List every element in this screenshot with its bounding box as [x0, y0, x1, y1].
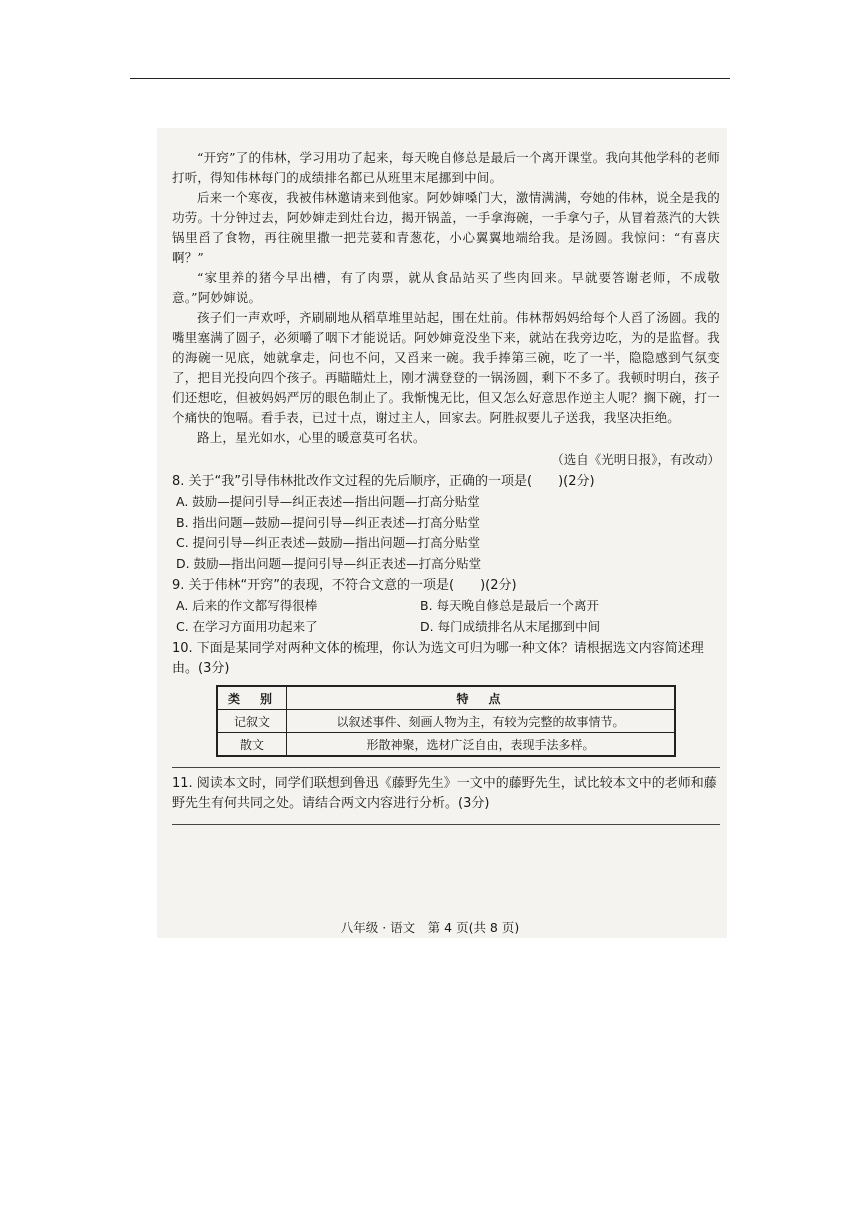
- story-paragraph: 孩子们一声欢呼，齐刷刷地从稻草堆里站起，围在灶前。伟林帮妈妈给每个人舀了汤圆。我的嘴里塞满了圆子，必须嚼了咽下才能说话。阿妙婶竟没坐下来，就站在我旁边吃，为的是监督。我的海碗一见底，她就拿走，问也不问，又舀来一碗。我手捧第三碗，吃了一半，隐隐感到气氛变了，把目光投向四个孩子。再瞄瞄灶上，刚才满登登的一锅汤圆，剩下不多了。我顿时明白，孩子们还想吃，但被妈妈严厉的眼色制止了。我惭愧无比，但又怎么好意思作逆主人呢？搁下碗，打一个痛快的饱嗝。看手表，已过十点，谢过主人，回家去。阿胜叔要儿子送我，我坚决拒绝。: [172, 310, 720, 425]
- exam-content: [172, 148, 720, 825]
- genre-table-cell-category: 散文: [217, 733, 287, 757]
- story-paragraph: 后来一个寒夜，我被伟林邀请来到他家。阿妙婶嗓门大，激情满满，夸她的伟林，说全是我的功劳。十分钟过去，阿妙婶走到灶台边，揭开锅盖，一手拿海碗，一手拿勺子，从冒着蒸汽的大铁锅里舀了食物，再往碗里撒一把芫荽和青葱花，小心翼翼地端给我。是汤圆。我惊问：“有喜庆啊？”: [172, 190, 720, 265]
- question-9-option-c: C. 在学习方面用功起来了: [176, 618, 318, 634]
- genre-table-cell-features: 以叙述事件、刻画人物为主，有较为完整的故事情节。: [287, 710, 676, 733]
- answer-line[interactable]: [172, 767, 720, 768]
- question-8-stem: 8. 关于“我”引导伟林批改作文过程的先后顺序，正确的一项是( )(2分): [172, 474, 595, 489]
- genre-table-header-category: 类 别: [217, 686, 287, 710]
- question-8-option-c: C. 提问引导—纠正表述—鼓励—指出问题—打高分贴堂: [176, 535, 481, 550]
- question-9-options: [172, 596, 720, 637]
- story-paragraph: 路上，星光如水，心里的暖意莫可名状。: [197, 430, 426, 445]
- question-9-option-b: B. 每天晚自修总是最后一个离开: [420, 598, 600, 613]
- source-note: （选自《光明日报》，有改动）: [551, 452, 720, 467]
- question-8-option-b: B. 指出问题—鼓励—提问引导—纠正表述—打高分贴堂: [176, 514, 481, 530]
- genre-table-cell-features: 形散神聚，选材广泛自由，表现手法多样。: [287, 733, 676, 757]
- question-11-stem: 11. 阅读本文时，同学们联想到鲁迅《藤野先生》一文中的藤野先生，试比较本文中的老师和藤野先生有何共同之处。请结合两文内容进行分析。(3分): [172, 776, 717, 811]
- question-8-option-d: D. 鼓励—指出问题—提问引导—纠正表述—打高分贴堂: [176, 555, 482, 571]
- question-9-option-d: D. 每门成绩排名从末尾挪到中间: [420, 618, 601, 634]
- story-paragraph: “开窍”了的伟林，学习用功了起来，每天晚自修总是最后一个离开课堂。我向其他学科的老师打听，得知伟林每门的成绩排名都已从班里末尾挪到中间。: [172, 150, 720, 185]
- genre-table-header-features: 特 点: [287, 686, 676, 710]
- page-footer: 八年级 · 语文 第 4 页(共 8 页): [340, 920, 520, 935]
- genre-table-cell-category: 记叙文: [217, 710, 287, 733]
- top-divider: [130, 78, 730, 79]
- answer-line[interactable]: [172, 824, 720, 825]
- genre-table: [216, 685, 676, 757]
- question-8: [172, 472, 720, 574]
- genre-table-header: [217, 686, 675, 710]
- question-9-option-a: A. 后来的作文都写得很棒: [176, 598, 318, 613]
- question-8-option-a: A. 鼓励—提问引导—纠正表述—指出问题—打高分贴堂: [176, 494, 480, 509]
- story-paragraph: “家里养的猪今早出槽，有了肉票，就从食品站买了些肉回来。早就要答谢老师，不成敬意。”阿妙婶说。: [172, 270, 720, 305]
- genre-table-row: [217, 733, 675, 757]
- question-9-stem: 9. 关于伟林“开窍”的表现，不符合文意的一项是( )(2分): [172, 578, 517, 593]
- question-10: [172, 639, 720, 768]
- question-9: [172, 576, 720, 637]
- question-11: [172, 774, 720, 825]
- question-10-stem: 10. 下面是某同学对两种文体的梳理，你认为选文可归为哪一种文体？请根据选文内容简述理由。(3分): [172, 641, 704, 676]
- genre-table-row: [217, 710, 675, 733]
